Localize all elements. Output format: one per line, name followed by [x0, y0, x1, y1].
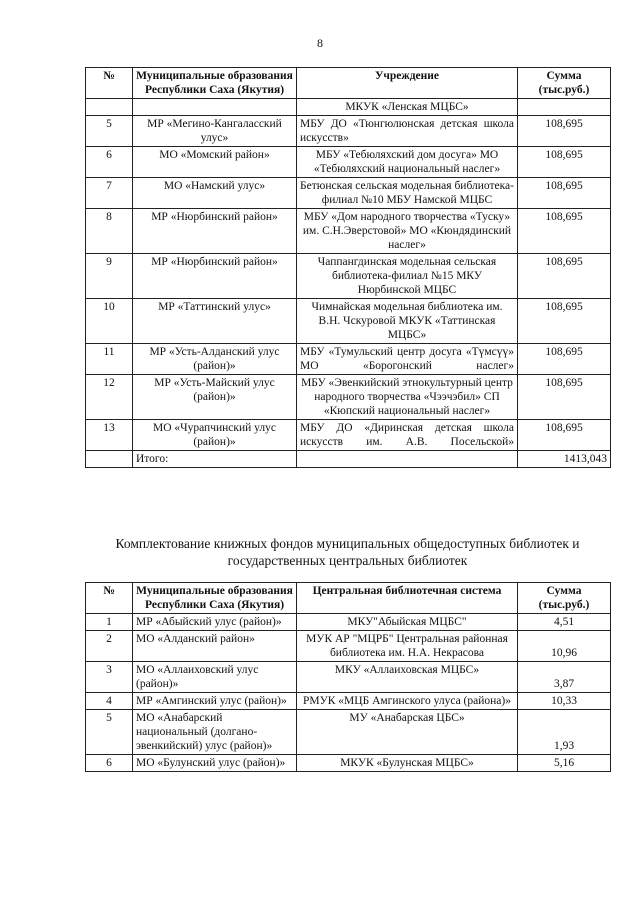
cell-municipality: МО «Анабарский национальный (долгано-эвенкийский) улус (район)»	[133, 710, 297, 755]
table-row	[86, 420, 611, 451]
cell-municipality: МО «Момский район»	[133, 147, 297, 178]
cell-sum: 3,87	[518, 662, 611, 693]
table-row	[86, 693, 611, 710]
subsidy-table	[85, 67, 611, 468]
header-sum: Сумма (тыс.руб.)	[518, 68, 611, 99]
cell-municipality: МО «Алданский район»	[133, 631, 297, 662]
table-row	[86, 614, 611, 631]
cell-municipality: МР «Усть-Майский улус (район)»	[133, 375, 297, 420]
cell-sum: 108,695	[518, 420, 611, 451]
cell-institution: МБУ «Тебюляхский дом досуга» МО «Тебюляхский национальный наслег»	[297, 147, 518, 178]
cell-sum: 108,695	[518, 116, 611, 147]
table-row	[86, 755, 611, 772]
book-funds-table	[85, 582, 611, 772]
cell-institution: МБУ «Дом народного творчества «Туску» им. С.Н.Эверстовой» МО «Кюндядинский наслег»	[297, 209, 518, 254]
cell-institution: МБУ «Эвенкийский этнокультурный центр народного творчества «Чээчэбил» СП «Кюпский национальный наслег»	[297, 375, 518, 420]
section-title: Комплектование книжных фондов муниципальных общедоступных библиотек и государственных центральных библиотек	[115, 536, 580, 568]
cell-institution: МБУ ДО «Диринская детская школа искусств им. А.В. Посельской»	[297, 420, 518, 451]
cell-num: 8	[86, 209, 133, 254]
cell-sum: 108,695	[518, 178, 611, 209]
cell-sum: 4,51	[518, 614, 611, 631]
cell-institution: Чаппангдинская модельная сельская библиотека-филиал №15 МКУ Нюрбинской МЦБС	[297, 254, 518, 299]
cell-num: 5	[86, 116, 133, 147]
cell-municipality: МР «Абыйский улус (район)»	[133, 614, 297, 631]
cell-library-system: МКУ «Аллаиховская МЦБС»	[297, 662, 518, 693]
table-row	[86, 662, 611, 693]
cell-sum: 1,93	[518, 710, 611, 755]
total-sum: 1413,043	[518, 451, 611, 468]
table-row	[86, 254, 611, 299]
cell-num: 10	[86, 299, 133, 344]
cell-institution: МБУ «Тумульский центр досуга «Түмсүү» МО «Борогонский наслег»	[297, 344, 518, 375]
cell-municipality: МО «Булунский улус (район)»	[133, 755, 297, 772]
cell-municipality: МР «Амгинский улус (район)»	[133, 693, 297, 710]
header-num: №	[86, 583, 133, 614]
cell-sum: 5,16	[518, 755, 611, 772]
table-row	[86, 375, 611, 420]
cell-municipality: МР «Нюрбинский район»	[133, 254, 297, 299]
cell-sum: 10,96	[518, 631, 611, 662]
header-library-system: Центральная библиотечная система	[297, 583, 518, 614]
cell-sum: 10,33	[518, 693, 611, 710]
cell-municipality: МО «Намский улус»	[133, 178, 297, 209]
table-header-row	[86, 68, 611, 99]
cell-num: 5	[86, 710, 133, 755]
cell-num: 6	[86, 147, 133, 178]
cell-institution: МКУК «Ленская МЦБС»	[297, 99, 518, 116]
cell-institution: Чимнайская модельная библиотека им. В.Н. Чскуровой МКУК «Таттинская МЦБС»	[297, 299, 518, 344]
cell-sum: 108,695	[518, 147, 611, 178]
page-number: 8	[317, 36, 323, 50]
cell-municipality: МР «Нюрбинский район»	[133, 209, 297, 254]
table-row	[86, 209, 611, 254]
total-row	[86, 451, 611, 468]
header-institution: Учреждение	[297, 68, 518, 99]
header-municipality: Муниципальные образования Республики Саха (Якутия)	[133, 583, 297, 614]
cell-sum: 108,695	[518, 254, 611, 299]
table-row	[86, 147, 611, 178]
cell-num: 2	[86, 631, 133, 662]
cell-num: 6	[86, 755, 133, 772]
cell-num: 13	[86, 420, 133, 451]
table-header-row	[86, 583, 611, 614]
total-label: Итого:	[133, 451, 297, 468]
cell-municipality: МО «Аллаиховский улус (район)»	[133, 662, 297, 693]
cell-sum: 108,695	[518, 344, 611, 375]
cell-municipality: МР «Мегино-Кангаласский улус»	[133, 116, 297, 147]
cell-sum: 108,695	[518, 299, 611, 344]
cell-num: 1	[86, 614, 133, 631]
table-row	[86, 178, 611, 209]
header-municipality: Муниципальные образования Республики Саха (Якутия)	[133, 68, 297, 99]
cell-library-system: МКУК «Булунская МЦБС»	[297, 755, 518, 772]
cell-sum: 108,695	[518, 375, 611, 420]
cell-library-system: РМУК «МЦБ Амгинского улуса (района)»	[297, 693, 518, 710]
table-row	[86, 99, 611, 116]
table-row	[86, 631, 611, 662]
cell-num: 12	[86, 375, 133, 420]
table-row	[86, 344, 611, 375]
cell-library-system: МУК АР "МЦРБ" Центральная районная библиотека им. Н.А. Некрасова	[297, 631, 518, 662]
cell-num: 9	[86, 254, 133, 299]
table-row	[86, 299, 611, 344]
cell-municipality: МО «Чурапчинский улус (район)»	[133, 420, 297, 451]
table-row	[86, 116, 611, 147]
cell-municipality: МР «Усть-Алданский улус (район)»	[133, 344, 297, 375]
header-sum: Сумма (тыс.руб.)	[518, 583, 611, 614]
cell-num: 7	[86, 178, 133, 209]
cell-institution: Бетюнская сельская модельная библиотека-филиал №10 МБУ Намской МЦБС	[297, 178, 518, 209]
cell-library-system: МКУ"Абыйская МЦБС"	[297, 614, 518, 631]
table-row	[86, 710, 611, 755]
cell-num: 4	[86, 693, 133, 710]
cell-num: 11	[86, 344, 133, 375]
cell-sum: 108,695	[518, 209, 611, 254]
header-num: №	[86, 68, 133, 99]
cell-library-system: МУ «Анабарская ЦБС»	[297, 710, 518, 755]
cell-institution: МБУ ДО «Тюнгюлюнская детская школа искусств»	[297, 116, 518, 147]
cell-municipality: МР «Таттинский улус»	[133, 299, 297, 344]
cell-num: 3	[86, 662, 133, 693]
